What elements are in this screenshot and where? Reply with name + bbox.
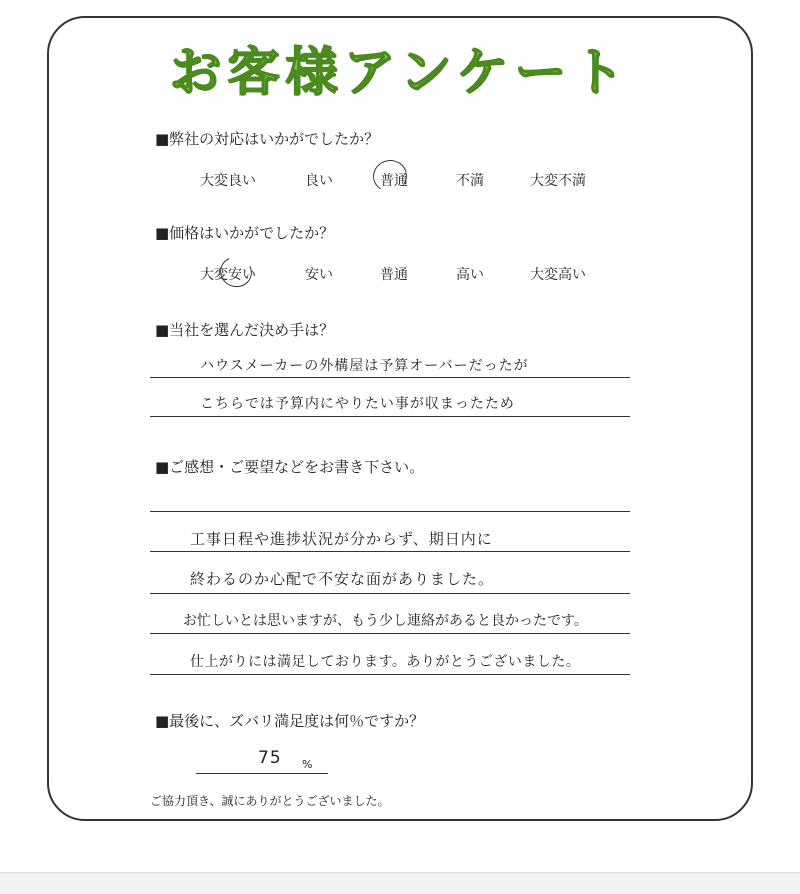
q4-answer-line-4: 仕上がりには満足しております。ありがとうございました。 <box>190 654 581 670</box>
answer-rule <box>150 674 630 675</box>
q3-answer-line-1: ハウスメーカーの外構屋は予算オーバーだったが <box>200 358 529 374</box>
q2-option-5[interactable]: 大変高い <box>530 267 586 283</box>
q2-option-1[interactable]: 大変安い <box>200 267 256 283</box>
answer-rule <box>150 633 630 634</box>
answer-rule <box>150 511 630 512</box>
satisfaction-rule <box>196 773 328 774</box>
q4-answer-line-3: お忙しいとは思いますが、もう少し連絡があると良かったです。 <box>183 613 588 629</box>
question-2: ■価格はいかがでしたか？ <box>155 224 335 242</box>
question-1: ■弊社の対応はいかがでしたか？ <box>155 130 380 148</box>
question-4: ■ご感想・ご要望などをお書き下さい。 <box>155 458 425 476</box>
satisfaction-value: 75 <box>258 748 282 768</box>
answer-rule <box>150 416 630 417</box>
answer-rule <box>150 593 630 594</box>
q2-option-3[interactable]: 普通 <box>380 267 408 283</box>
closing-message: ご協力頂き、誠にありがとうございました。 <box>150 794 390 808</box>
page-title: お客様アンケート <box>169 43 631 103</box>
answer-rule <box>150 551 630 552</box>
q1-option-2[interactable]: 良い <box>305 173 333 189</box>
answer-rule <box>150 377 630 378</box>
q4-answer-line-1: 工事日程や進捗状況が分からず、期日内に <box>190 530 493 548</box>
question-3: ■当社を選んだ決め手は？ <box>155 321 335 339</box>
survey-frame <box>47 16 753 821</box>
q3-answer-line-2: こちらでは予算内にやりたい事が収まったため <box>200 396 515 412</box>
q2-option-4[interactable]: 高い <box>456 267 484 283</box>
q4-answer-line-2: 終わるのか心配で不安な面がありました。 <box>190 570 495 588</box>
satisfaction-unit: % <box>302 758 314 771</box>
q1-option-4[interactable]: 不満 <box>456 173 484 189</box>
question-5: ■最後に、ズバリ満足度は何％ですか？ <box>155 712 425 730</box>
q2-option-2[interactable]: 安い <box>305 267 333 283</box>
q1-option-5[interactable]: 大変不満 <box>530 173 586 189</box>
q1-option-3[interactable]: 普通 <box>380 173 408 189</box>
q1-option-1[interactable]: 大変良い <box>200 173 256 189</box>
scan-edge <box>0 872 800 894</box>
